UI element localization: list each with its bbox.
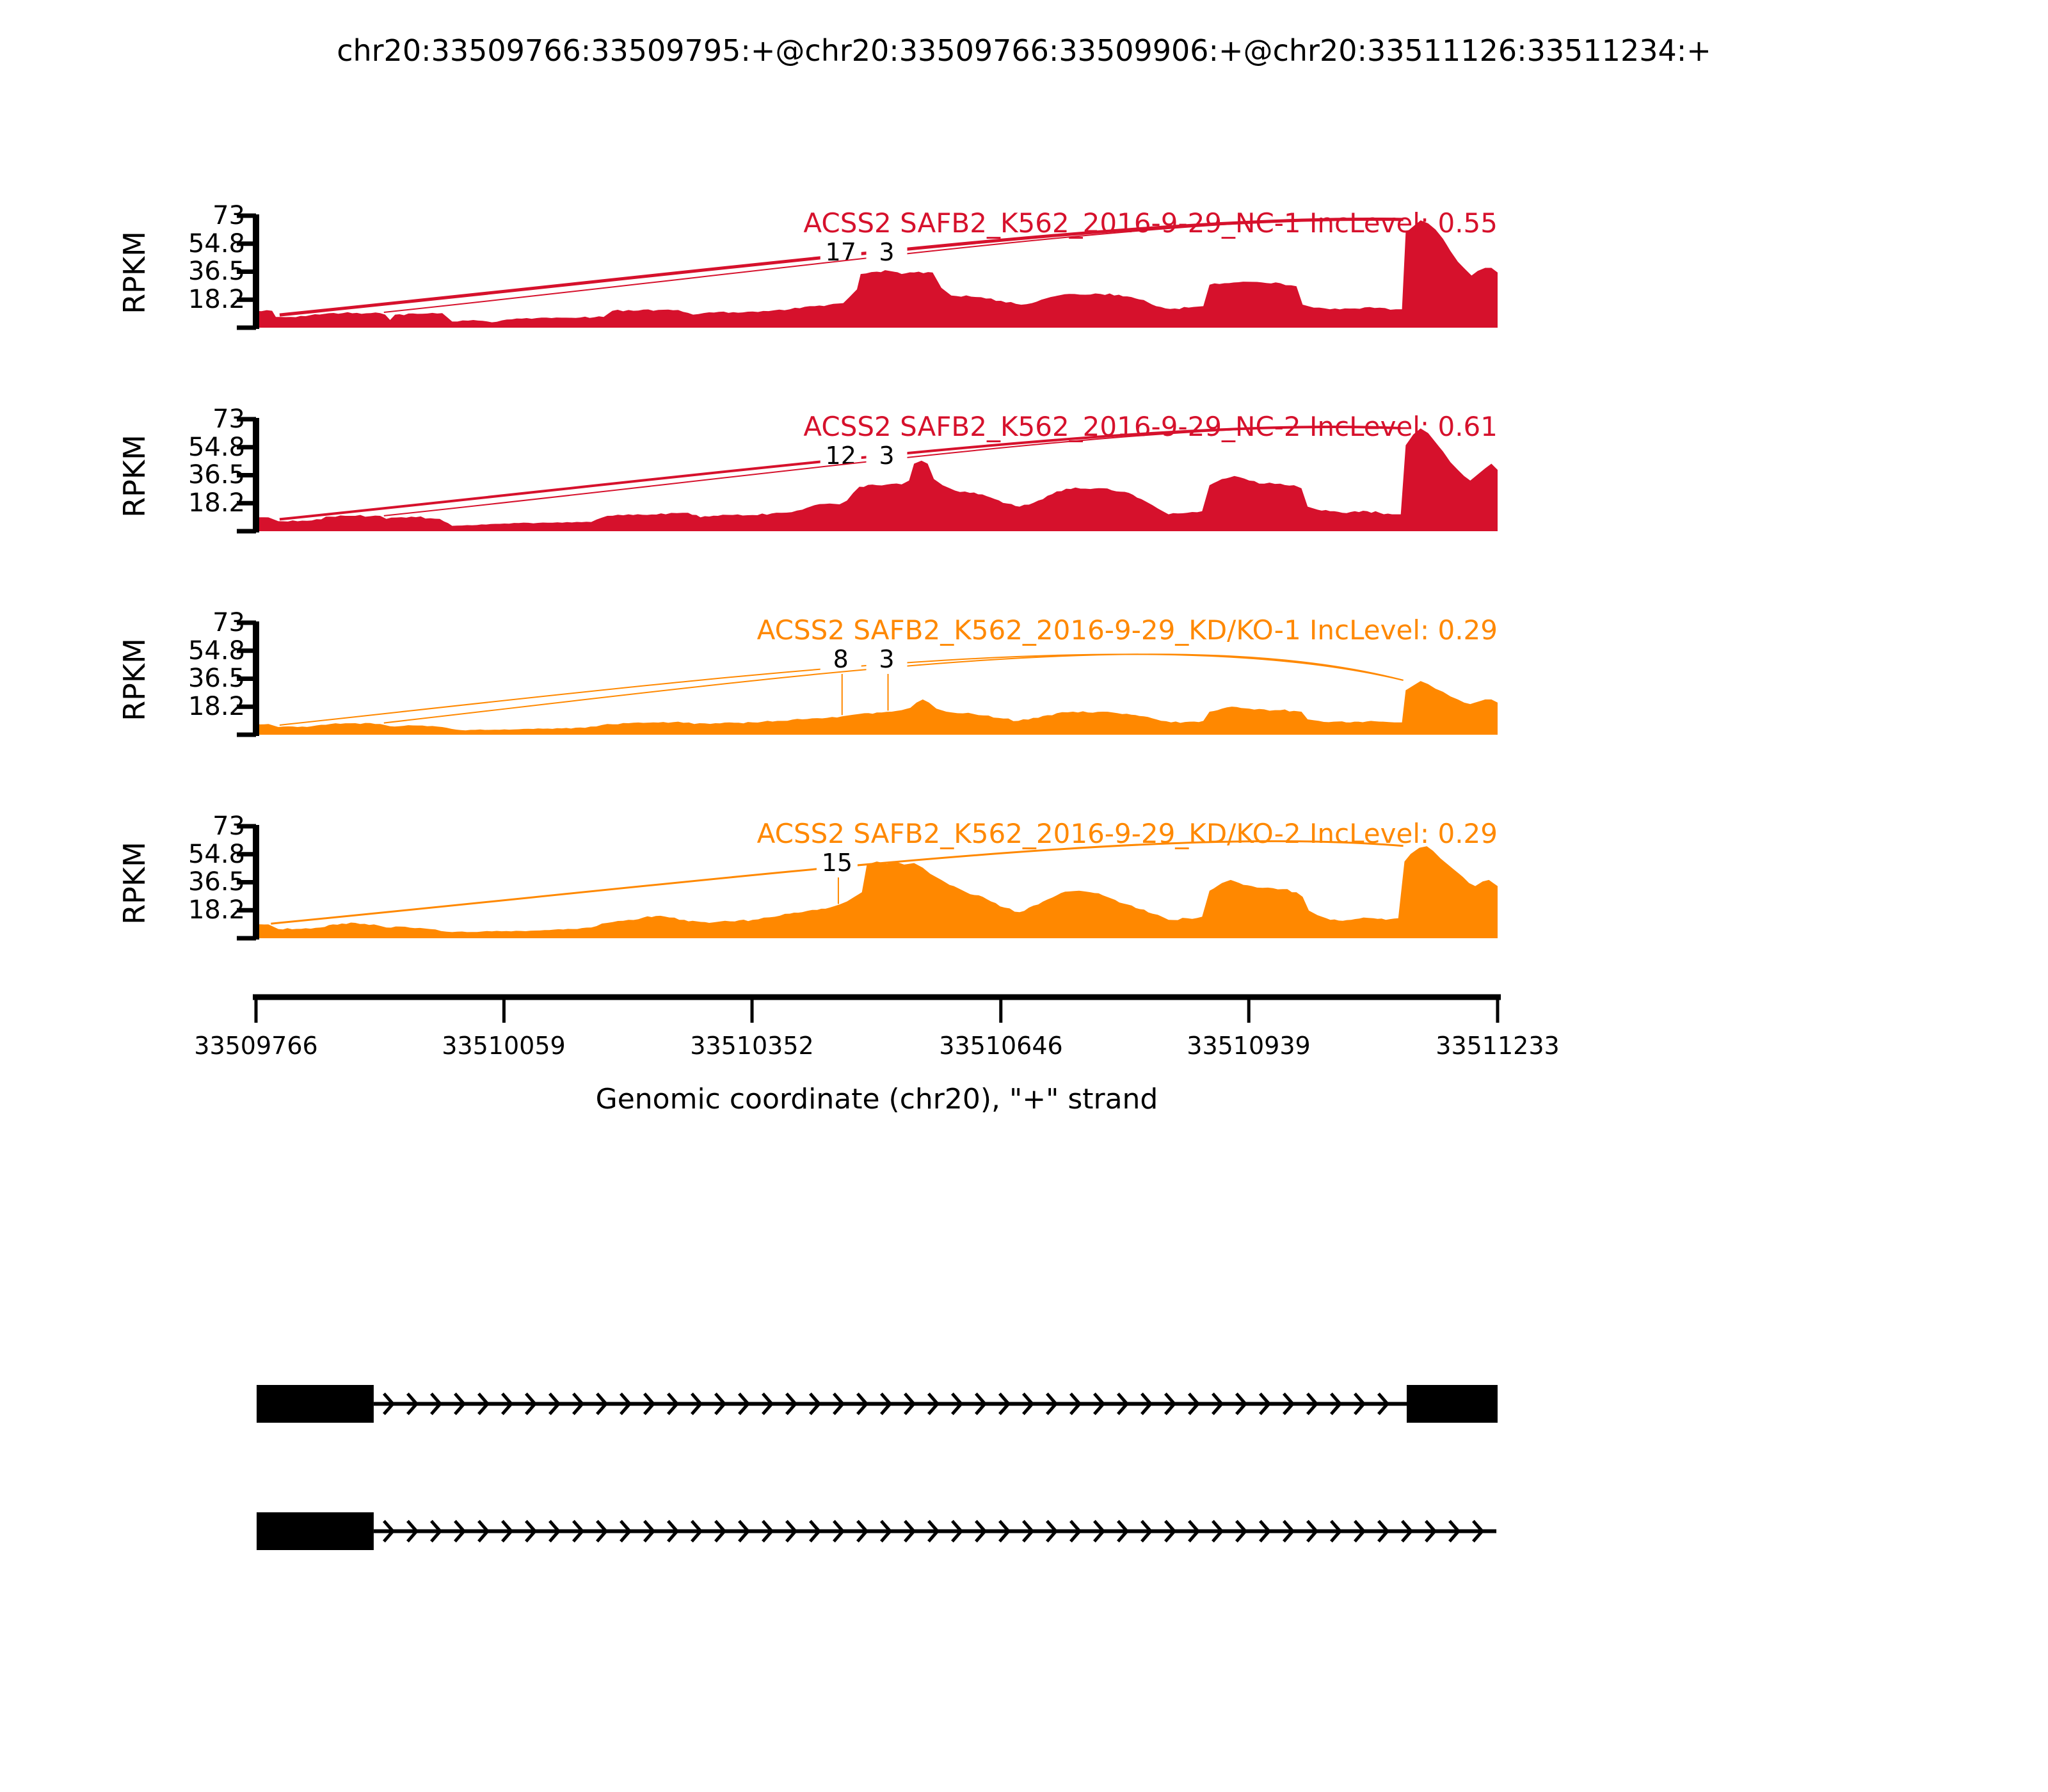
- y-tick-label: 54.8: [188, 433, 245, 462]
- transcript-1-exon-box: [1407, 1385, 1498, 1423]
- track-4-coverage-area: [256, 846, 1498, 938]
- transcript-1-exon-box: [257, 1385, 374, 1423]
- y-tick-label: 73: [212, 404, 245, 434]
- figure-title: chr20:33509766:33509795:+@chr20:33509766:33509906:+@chr20:33511126:33511234:+: [337, 33, 1711, 68]
- y-tick-label: 73: [212, 608, 245, 637]
- track-4-title: ACSS2 SAFB2_K562_2016-9-29_KD/KO-2 IncLevel: 0.29: [756, 818, 1498, 849]
- rpkm-axis-label: RPKM: [117, 842, 152, 925]
- y-tick-label: 54.8: [188, 636, 245, 666]
- rpkm-axis-label: RPKM: [117, 435, 152, 518]
- junction-count-label: 8: [833, 645, 849, 673]
- y-tick-label: 36.5: [188, 664, 245, 693]
- x-tick-label: 33510059: [442, 1032, 566, 1060]
- junction-count-label: 3: [879, 645, 895, 673]
- track-2-title: ACSS2 SAFB2_K562_2016-9-29_NC-2 IncLevel: 0.61: [803, 411, 1498, 442]
- y-tick-label: 18.2: [188, 895, 245, 925]
- y-tick-label: 18.2: [188, 692, 245, 721]
- y-tick-label: 73: [212, 812, 245, 841]
- junction-count-label: 3: [879, 442, 895, 470]
- x-tick-label: 33510646: [939, 1032, 1063, 1060]
- rpkm-axis-label: RPKM: [117, 231, 152, 314]
- rpkm-axis-label: RPKM: [117, 638, 152, 721]
- x-axis-label: Genomic coordinate (chr20), "+" strand: [595, 1083, 1158, 1116]
- y-tick-label: 36.5: [188, 460, 245, 490]
- y-tick-label: 54.8: [188, 229, 245, 259]
- junction-count-label: 12: [825, 442, 856, 470]
- junction-count-label: 15: [821, 849, 853, 877]
- junction-count-label: 3: [879, 238, 895, 266]
- y-tick-label: 73: [212, 201, 245, 230]
- track-3-title: ACSS2 SAFB2_K562_2016-9-29_KD/KO-1 IncLevel: 0.29: [756, 614, 1498, 646]
- x-tick-label: 33510352: [690, 1032, 814, 1060]
- x-tick-label: 33509766: [194, 1032, 318, 1060]
- x-tick-label: 33510939: [1187, 1032, 1311, 1060]
- track-1-title: ACSS2 SAFB2_K562_2016-9-29_NC-1 IncLevel: 0.55: [803, 207, 1498, 239]
- x-tick-label: 33511233: [1436, 1032, 1560, 1060]
- junction-count-label: 17: [825, 238, 856, 266]
- y-tick-label: 54.8: [188, 840, 245, 869]
- y-tick-label: 18.2: [188, 285, 245, 314]
- y-tick-label: 36.5: [188, 867, 245, 897]
- transcript-2-exon-box: [257, 1512, 374, 1550]
- y-tick-label: 36.5: [188, 257, 245, 286]
- y-tick-label: 18.2: [188, 488, 245, 518]
